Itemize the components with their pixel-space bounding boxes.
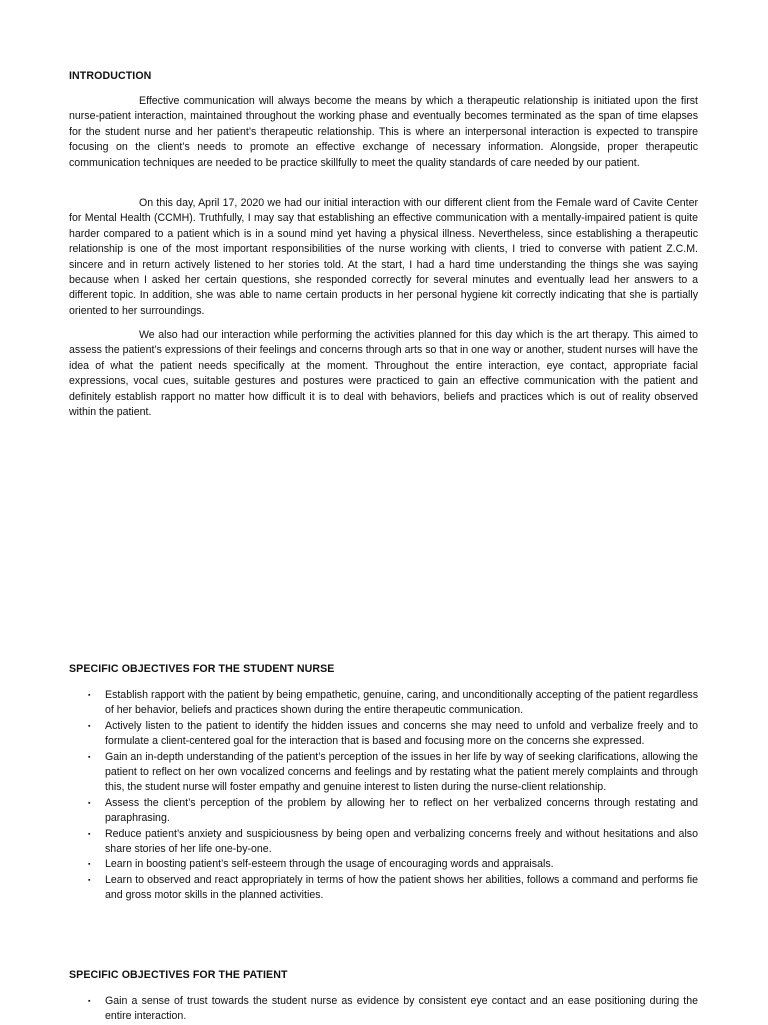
bullet-icon: ▪ (88, 799, 91, 807)
list-item-text: Gain a sense of trust towards the student nurse as evidence by consistent eye contact and an ease positioning during the entire interaction. (105, 995, 698, 1023)
list-item (69, 796, 698, 827)
intro-paragraph-1: Effective communication will always become the means by which a therapeutic relationship is initiated upon the first nurse-patient interaction, maintained throughout the working phase and eventually becomes terminated as the span of time elapses for the student nurse and her patient’s therapeutic relationship. This is where an interpersonal interaction is expected to transpire focusing on the client’s needs to promote an effective exchange of necessary information. Alongside, proper therapeutic communication techniques are needed to be practice skillfully to meet the quality standards of care needed by our patient. (69, 95, 698, 169)
student-objectives-heading: SPECIFIC OBJECTIVES FOR THE STUDENT NURSE (69, 663, 335, 675)
introduction-heading: INTRODUCTION (69, 70, 152, 82)
list-item (69, 994, 698, 1025)
bullet-icon: ▪ (88, 998, 91, 1005)
student-objectives-list (69, 688, 698, 904)
list-item-text: Assess the client’s perception of the problem by allowing her to reflect on her verbalized concerns through restating and paraphrasing. (105, 796, 698, 825)
list-item (69, 750, 698, 796)
list-item-text: Establish rapport with the patient by being empathetic, genuine, caring, and unconditionally accepting of the patient regardless of her behavior, beliefs and practices shown during the entire therapeutic communication. (105, 689, 698, 717)
list-item-text: Learn to observed and react appropriately in terms of how the patient shows her abilities, follows a command and performs fie and gross motor skills in the planned activities. (105, 873, 698, 902)
intro-paragraph-3: We also had our interaction while performing the activities planned for this day which is the art therapy. This aimed to assess the patient’s expressions of their feelings and concerns through arts so that in one way or another, student nurses will have the idea of what the patient needs specifically at the moment. Throughout the entire interaction, eye contact, appropriate facial expressions, vocal cues, suitable gestures and postures were practiced to gain an effective communication with the patient and definitely establish rapport no matter how difficult it is to deal with behaviors, beliefs and practices which is out of reality observed within the patient. (69, 329, 698, 419)
list-item (69, 873, 698, 904)
list-item-text: Gain an in-depth understanding of the patient’s perception of the issues in her life by way of seeking clarifications, allowing the patient to reflect on her own vocalized concerns and feelings and by restating what the patient merely complaints and through this, the student nurse will foster empathy and genuine interest to listen during the nurse-client relationship. (105, 750, 698, 794)
intro-paragraph-2: On this day, April 17, 2020 we had our initial interaction with our different client from the Female ward of Cavite Center for Mental Health (CCMH). Truthfully, I may say that establishing an effective communication with a mentally-impaired patient is quite harder compared to a patient which is in a sound mind yet having a physical illness. Nevertheless, since establishing a therapeutic relationship is one of the most important responsibilities of the nurse working with clients, I tried to converse with patient Z.C.M. sincere and in return actively listened to her stories told. At the start, I had a hard time understanding the things she was saying because when I asked her certain questions, she responded correctly for several minutes and eventually lead her answers to a different topic. In addition, she was able to name certain products in her personal hygiene kit correctly indicating that she is partially oriented to her surroundings. (69, 197, 698, 317)
list-item (69, 688, 698, 719)
list-item (69, 719, 698, 750)
list-item (69, 857, 698, 872)
bullet-icon: ▪ (88, 876, 91, 884)
patient-objectives-heading: SPECIFIC OBJECTIVES FOR THE PATIENT (69, 969, 288, 981)
bullet-icon: ▪ (88, 753, 91, 761)
list-item-text: Reduce patient’s anxiety and suspiciousness by being open and verbalizing concerns freely and without hesitations and also share stories of her life one-by-one. (105, 827, 698, 856)
bullet-icon: ▪ (88, 692, 91, 699)
patient-objectives-list (69, 994, 698, 1025)
bullet-icon: ▪ (88, 861, 91, 869)
list-item-text: Actively listen to the patient to identify the hidden issues and concerns she may need to unfold and verbalize freely and to formulate a client-centered goal for the interaction that is based and focusing more on the concerns she expressed. (105, 719, 698, 748)
bullet-icon: ▪ (88, 722, 91, 730)
list-item-text: Learn in boosting patient’s self-esteem through the usage of encouraging words and appraisals. (105, 858, 554, 871)
list-item (69, 827, 698, 858)
bullet-icon: ▪ (88, 830, 91, 838)
